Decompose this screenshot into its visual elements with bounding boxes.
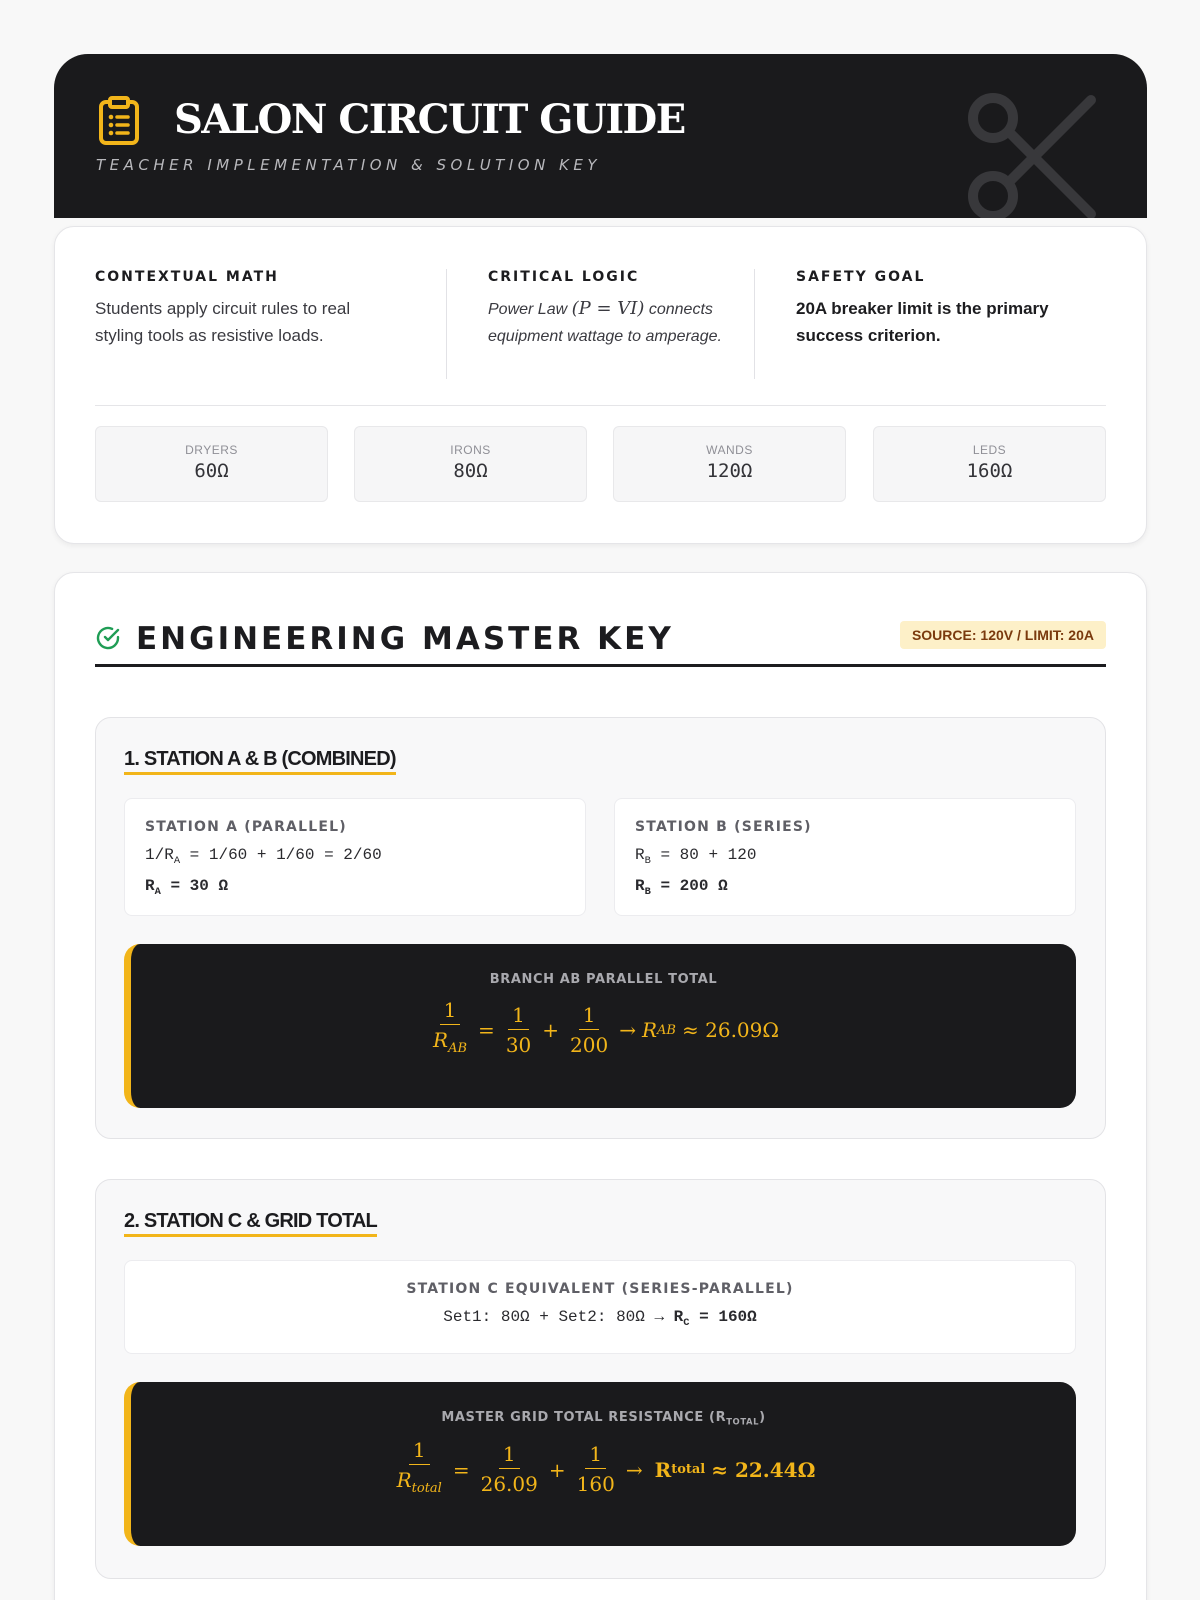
safety-goal-heading: SAFETY GOAL: [796, 269, 926, 285]
power-law-formula: (P = VI): [571, 298, 645, 319]
equals-sign: =: [452, 1457, 470, 1482]
eq-var: R: [673, 1308, 684, 1326]
tile-label: IRONS: [450, 443, 491, 457]
plus-sign: +: [542, 1018, 560, 1042]
section-divider: [95, 405, 1106, 406]
formula-label: BRANCH AB PARALLEL TOTAL: [489, 972, 718, 987]
fraction-term1: [506, 1004, 531, 1057]
eq-subscript: A: [173, 855, 181, 868]
numerator: 1: [409, 1439, 430, 1465]
station-b-heading: STATION B (SERIES): [635, 819, 812, 835]
result-subscript: total: [671, 1462, 706, 1478]
master-key-title: ENGINEERING MASTER KEY: [136, 621, 674, 657]
section-station-ab: [95, 717, 1106, 1139]
label-text: MASTER GRID TOTAL RESISTANCE (R: [441, 1410, 727, 1425]
tile-value: 60Ω: [194, 460, 229, 482]
denominator: [433, 1025, 467, 1061]
grid-total-formula-box: [124, 1382, 1076, 1546]
eq-subscript: B: [644, 886, 651, 899]
arrow-sign: →: [619, 1018, 636, 1042]
eq-text: = 30 Ω: [160, 877, 229, 896]
station-b-equation: [635, 843, 1055, 874]
overview-card: [54, 226, 1147, 544]
tile-label: LEDS: [972, 443, 1007, 457]
contextual-math-block: [95, 269, 395, 349]
grid-total-formula: [392, 1439, 816, 1501]
scissors-icon: [965, 90, 1105, 218]
fraction-lhs: [397, 1439, 442, 1501]
tile-leds: [873, 426, 1106, 502]
contextual-math-heading: CONTEXTUAL MATH: [95, 269, 279, 285]
tile-value: 80Ω: [453, 460, 488, 482]
fraction-term2: [577, 1443, 615, 1496]
contextual-math-text: Students apply circuit rules to real styling tools as resistive loads.: [95, 299, 351, 345]
branch-ab-formula: [428, 999, 779, 1061]
tile-dryers: [95, 426, 328, 502]
station-b-result: [635, 874, 1055, 905]
result-value: ≈ 26.09Ω: [682, 1018, 779, 1042]
eq-text: R: [635, 846, 645, 864]
tile-value: 120Ω: [706, 460, 753, 482]
section-title: 1. STATION A & B (COMBINED): [124, 748, 396, 775]
column-divider: [754, 269, 755, 379]
numerator: 1: [508, 1004, 529, 1030]
denominator: 200: [570, 1032, 609, 1057]
fraction-term2: [570, 1004, 608, 1057]
resistance-tiles: [95, 426, 1106, 502]
denominator: 160: [576, 1472, 615, 1497]
power-law-label: Power Law: [488, 301, 568, 318]
station-c-box: [124, 1260, 1076, 1354]
denominator: [397, 1465, 442, 1501]
result-var: R: [641, 1018, 658, 1042]
fraction-term1: [481, 1443, 538, 1496]
clipboard-list-icon: [98, 96, 140, 146]
numerator: 1: [585, 1443, 606, 1469]
result-value: ≈ 22.44Ω: [711, 1457, 816, 1482]
critical-logic-block: [488, 269, 738, 350]
page-subtitle: TEACHER IMPLEMENTATION & SOLUTION KEY: [96, 156, 602, 174]
station-a-heading: STATION A (PARALLEL): [145, 819, 347, 835]
eq-subscript: A: [154, 886, 161, 899]
eq-text: = 1/60 + 1/60 = 2/60: [180, 846, 382, 864]
station-a-result: [145, 874, 565, 905]
eq-text: = 80 + 120: [650, 846, 757, 864]
eq-text: = 200 Ω: [650, 877, 728, 896]
section-title: 2. STATION C & GRID TOTAL: [124, 1210, 377, 1237]
numerator: 1: [579, 1004, 600, 1030]
tile-label: WANDS: [706, 443, 753, 457]
station-c-heading: STATION C EQUIVALENT (SERIES-PARALLEL): [406, 1281, 794, 1297]
column-divider: [446, 269, 447, 379]
page-header: [54, 54, 1147, 218]
critical-logic-heading: CRITICAL LOGIC: [488, 269, 640, 285]
critical-logic-suffix: connects equipment wattage to amperage.: [488, 301, 722, 345]
arrow-sign: →: [625, 1457, 643, 1482]
eq-subscript: C: [683, 1317, 690, 1330]
safety-goal-text: 20A breaker limit is the primary success criterion.: [796, 299, 1049, 345]
tile-value: 160Ω: [966, 460, 1013, 482]
denominator: 26.09: [480, 1472, 538, 1497]
branch-ab-formula-box: [124, 944, 1076, 1108]
critical-logic-text: [488, 295, 738, 350]
eq-subscript: B: [644, 855, 651, 868]
eq-result: = 160Ω: [689, 1308, 757, 1326]
page-title: SALON CIRCUIT GUIDE: [174, 96, 685, 143]
label-subscript: TOTAL: [726, 1416, 760, 1427]
master-key-card: [54, 572, 1147, 1600]
numerator: 1: [499, 1443, 520, 1469]
eq-text: 1/R: [145, 846, 174, 864]
source-limit-badge: SOURCE: 120V / LIMIT: 20A: [900, 621, 1106, 649]
station-a-equation: [145, 843, 565, 874]
tile-label: DRYERS: [185, 443, 238, 457]
denominator: 30: [505, 1032, 532, 1057]
formula-label: [131, 1410, 1076, 1427]
station-a-box: [124, 798, 586, 916]
master-key-header: [95, 621, 1106, 667]
fraction-lhs: [433, 999, 467, 1061]
numerator: 1: [440, 999, 461, 1025]
safety-goal-block: [796, 269, 1096, 349]
result-var: R: [654, 1457, 672, 1482]
var: R: [433, 1028, 449, 1052]
eq-text: Set1: 80Ω + Set2: 80Ω →: [443, 1308, 674, 1326]
section-station-c-grid: [95, 1179, 1106, 1579]
equals-sign: =: [478, 1018, 495, 1042]
eq-text: R: [635, 877, 645, 896]
tile-wands: [613, 426, 846, 502]
eq-text: R: [145, 877, 155, 896]
var: R: [396, 1467, 412, 1492]
var-subscript: total: [411, 1480, 442, 1496]
tile-irons: [354, 426, 587, 502]
check-circle-icon: [95, 625, 121, 651]
station-c-equation: [145, 1305, 1055, 1336]
label-text: ): [759, 1410, 766, 1425]
station-b-box: [614, 798, 1076, 916]
var-subscript: AB: [448, 1041, 468, 1056]
result-subscript: AB: [657, 1022, 676, 1038]
plus-sign: +: [548, 1457, 566, 1482]
